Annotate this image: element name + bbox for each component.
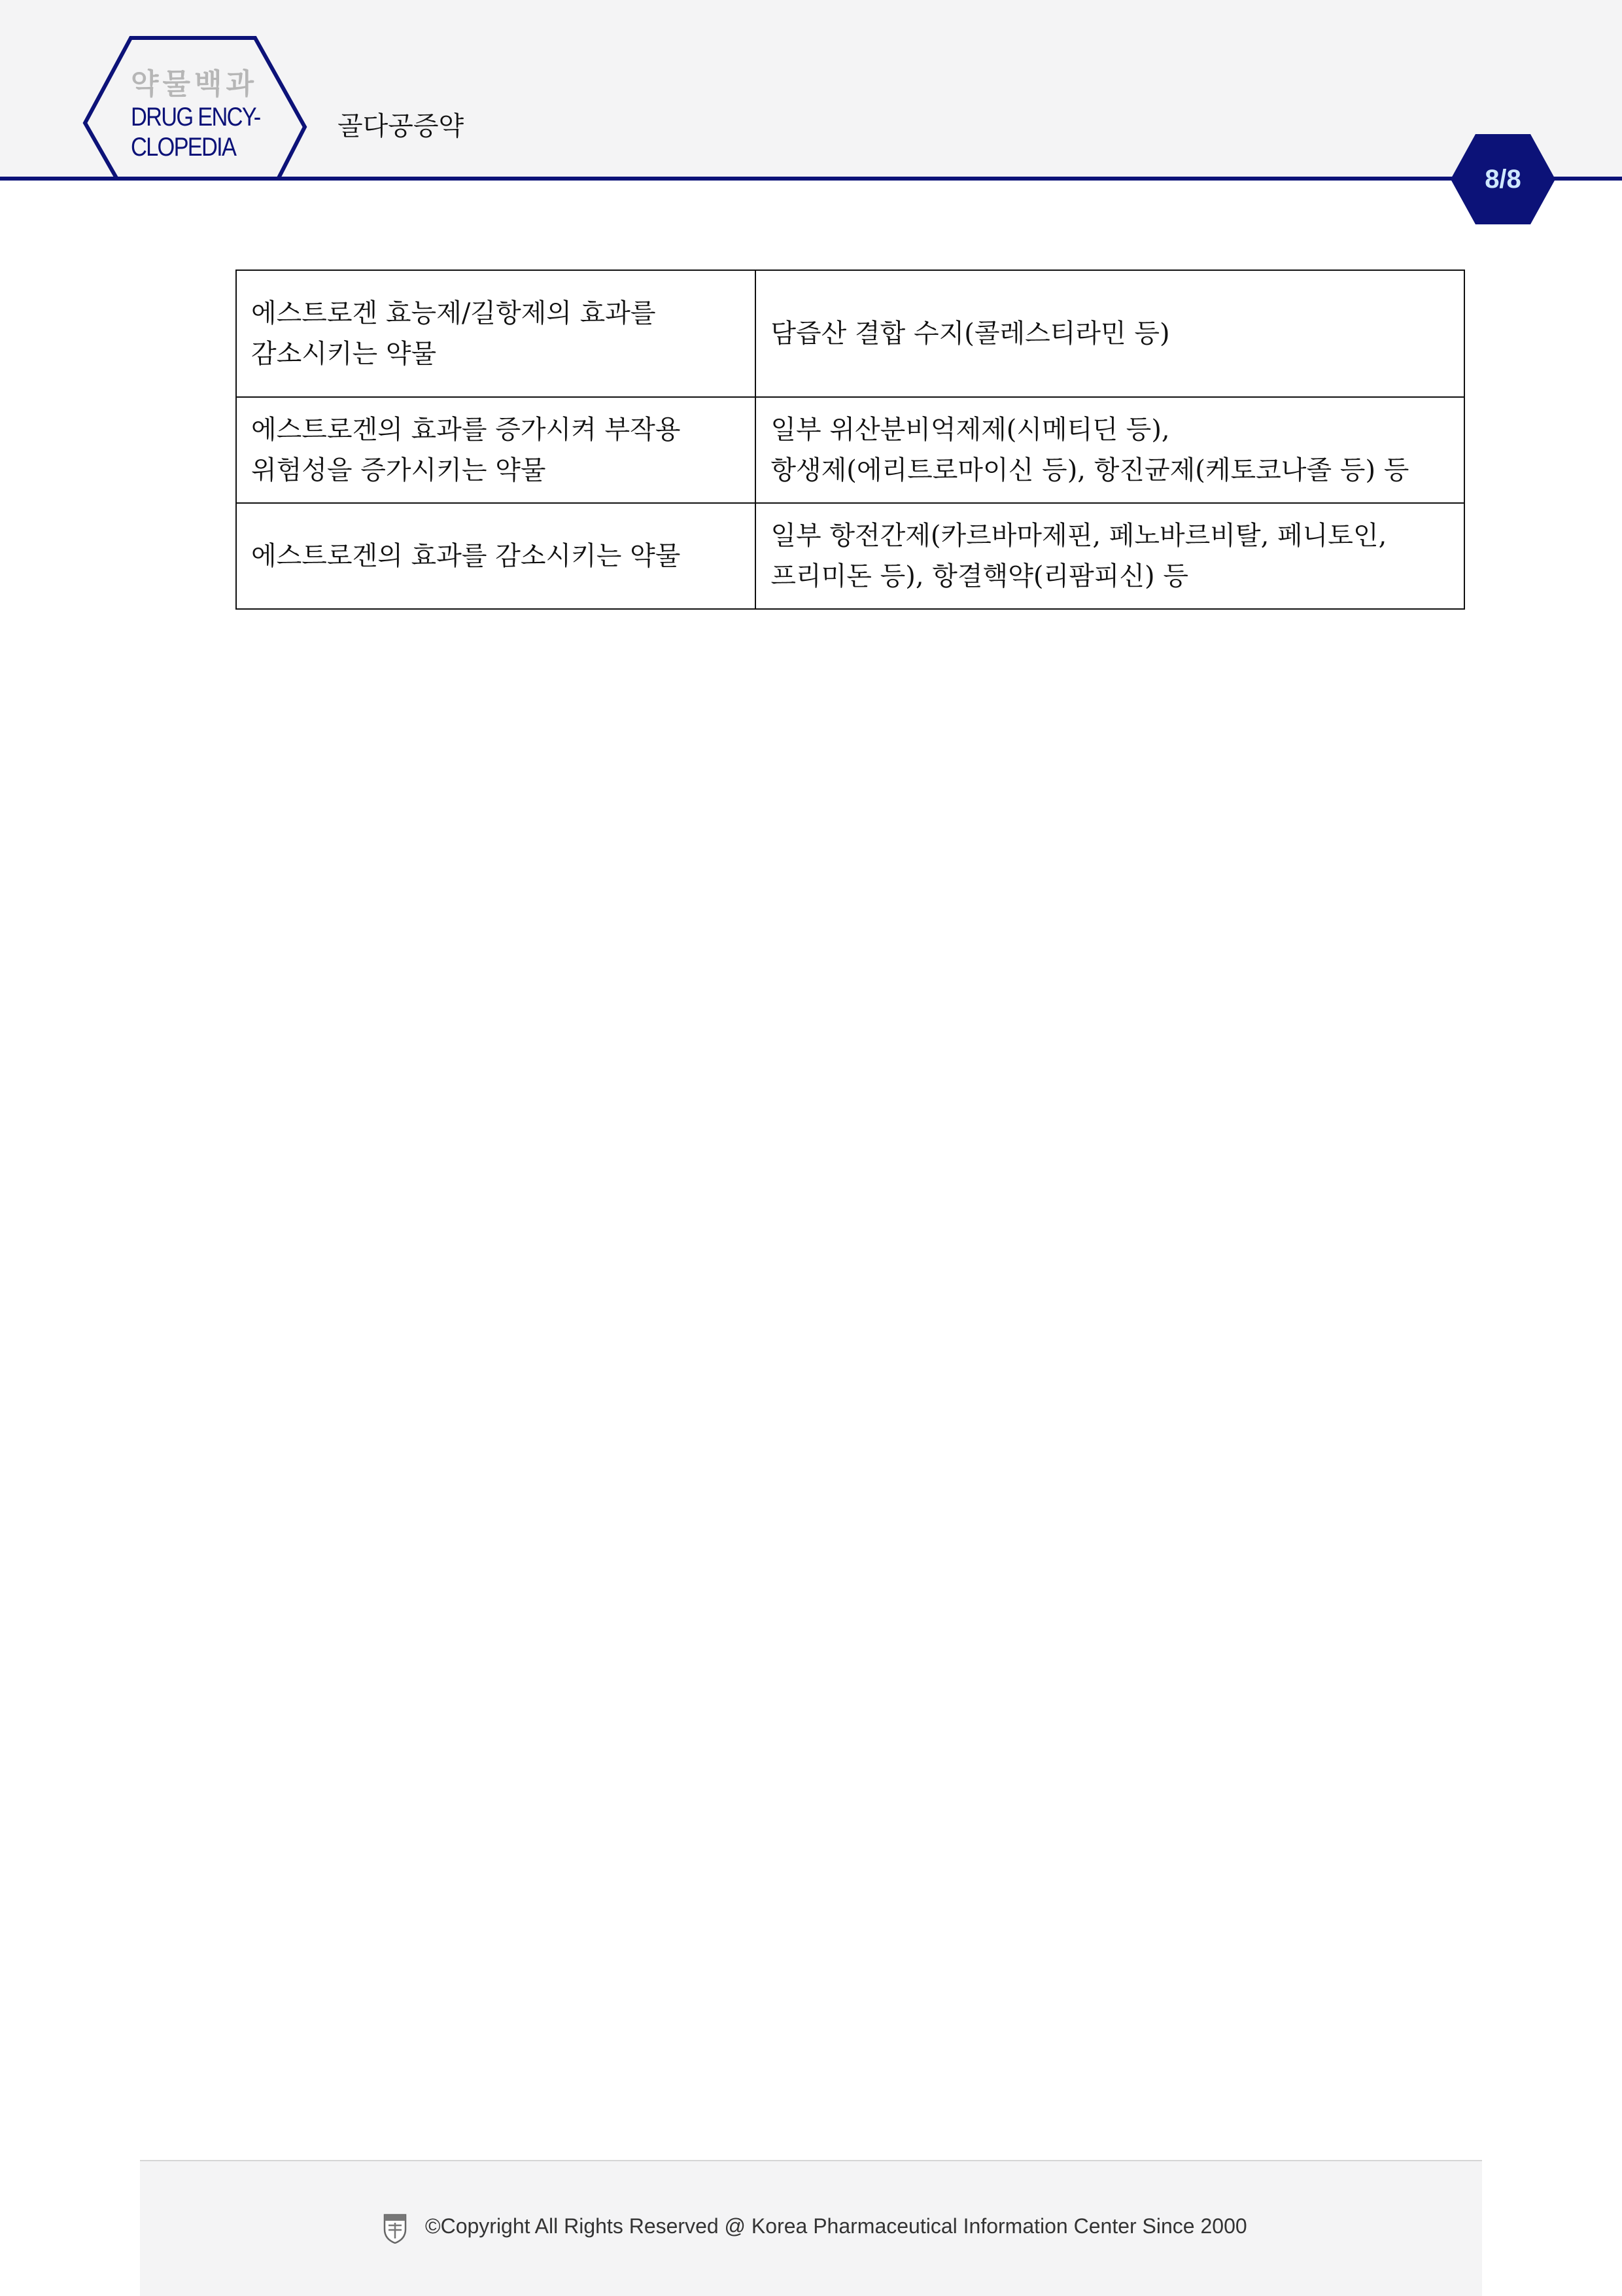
cell-text-line: 에스트로겐의 효과를 감소시키는 약물	[251, 541, 681, 571]
cell-text-line: 위험성을 증가시키는 약물	[251, 455, 546, 485]
logo-english-line-2: CLOPEDIA	[131, 133, 236, 162]
table-row	[236, 503, 1464, 609]
kpic-shield-icon	[382, 2212, 408, 2244]
table-row	[236, 397, 1464, 503]
interaction-examples-cell	[755, 270, 1464, 397]
cell-text-line: 일부 항전간제(카르바마제핀, 페노바르비탈, 페니토인,	[770, 521, 1387, 551]
cell-text-line: 에스트로겐 효능제/길항제의 효과를	[251, 298, 656, 328]
drug-encyclopedia-logo	[131, 67, 288, 162]
cell-text-line: 프리미돈 등), 항결핵약(리팜피신) 등	[770, 561, 1188, 591]
table-row	[236, 270, 1464, 397]
cell-text-line: 항생제(에리트로마이신 등), 항진균제(케토코나졸 등) 등	[770, 455, 1409, 485]
cell-text-line: 담즙산 결합 수지(콜레스티라민 등)	[770, 319, 1170, 349]
page-indicator: 8/8	[1485, 165, 1521, 194]
copyright-notice: ©Copyright All Rights Reserved @ Korea Pharmaceutical Information Center Since 2000	[425, 2214, 1247, 2238]
cell-text-line: 에스트로겐의 효과를 증가시켜 부작용	[251, 415, 681, 445]
cell-text-line: 일부 위산분비억제제(시메티딘 등),	[770, 415, 1170, 445]
document-title: 골다공증약	[337, 111, 464, 141]
interaction-category-cell	[236, 397, 755, 503]
drug-interaction-table	[235, 270, 1465, 610]
logo-english-line-1: DRUG ENCY-	[131, 103, 260, 131]
interaction-category-cell	[236, 270, 755, 397]
interaction-examples-cell	[755, 503, 1464, 609]
cell-text-line: 감소시키는 약물	[251, 339, 437, 369]
interaction-category-cell	[236, 503, 755, 609]
interaction-examples-cell	[755, 397, 1464, 503]
logo-korean-text: 약물백과	[131, 68, 258, 100]
